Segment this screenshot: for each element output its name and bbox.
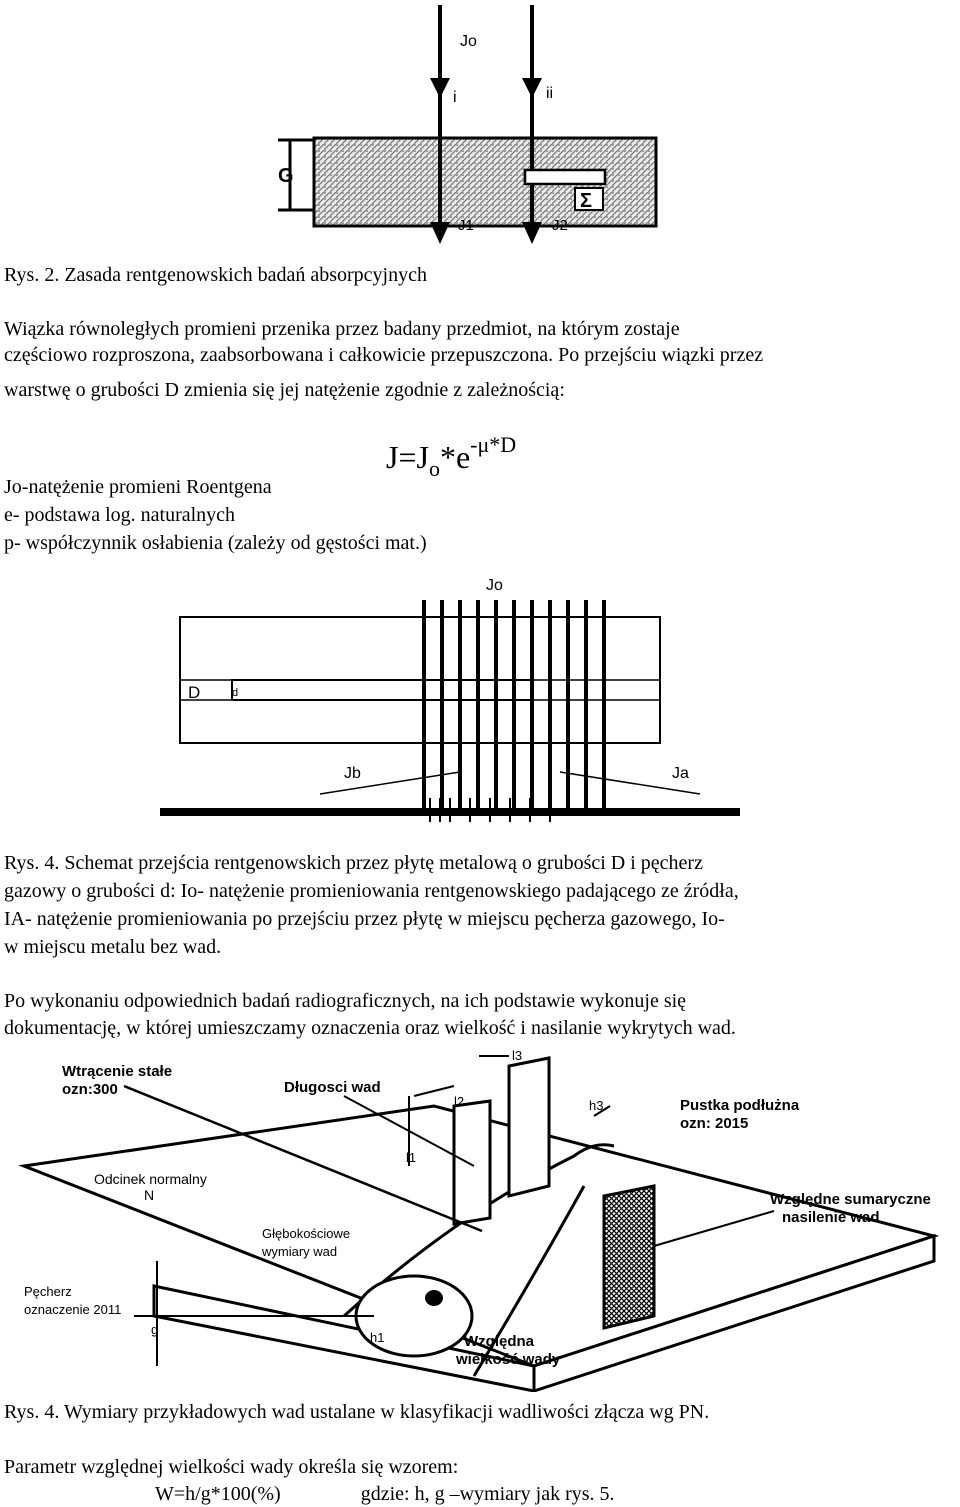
paragraph-1-line-3: warstwę o grubości D zmienia się jej natężenie zgodnie z zależnością: [4,379,565,401]
label-d-big: D [188,683,201,702]
label-dlugosci: Długosci wad [284,1079,381,1096]
void-cavity [525,170,605,184]
label-l2: l2 [454,1094,465,1109]
label-wtracenie-1: Wtrącenie stałe [62,1063,173,1080]
label-j2: J2 [552,217,568,234]
figure-absorption-principle [270,0,670,250]
caption-fig4a-line-3: IA- natężenie promieniowania po przejściu przez płytę w miejscu pęcherza gazowego, Io- [4,908,725,930]
legend-e: e- podstawa log. naturalnych [4,504,236,526]
label-wzgl-wlk-1: Względna [464,1333,534,1350]
label-pecherz-2: oznaczenie 2011 [24,1302,122,1317]
label-wtracenie-2: ozn:300 [62,1081,118,1098]
absorption-formula: $J=J_o*e^{-\mu*D}$ [386,432,517,481]
label-odcinek-1: Odcinek normalny [94,1171,207,1187]
caption-fig4b: Rys. 4. Wymiary przykładowych wad ustalane w klasyfikacji wadliwości złącza wg PN. [4,1401,710,1423]
defect-plane-l3 [509,1058,549,1196]
label-l1: l1 [406,1150,417,1165]
caption-fig4a-line-2: gazowy o grubości d: Io- natężenie promieniowania rentgenowskiego padającego ze źródła, [4,880,739,902]
label-i: i [453,89,457,106]
gas-bubble [232,680,532,700]
defect-plane-l2 [454,1101,490,1224]
label-sigma: Σ [580,190,593,212]
figure-plate-bubble [160,572,740,834]
label-pustka-2: ozn: 2015 [680,1115,749,1132]
sum-intensity-panel [604,1186,654,1328]
legend-mu: p- współczynnik osłabienia (zależy od gęstości mat.) [4,532,427,554]
figure-defect-dimensions [14,1046,960,1392]
label-wzgl-wlk-2: wielkość wady [456,1351,561,1368]
caption-fig4a-line-4: w miejscu metalu bez wad. [4,936,222,958]
label-pecherz-1: Pęcherz [24,1284,72,1299]
label-g: G [278,165,294,187]
legend-jo: Jo-natężenie promieni Roentgena [4,476,272,498]
label-ii: ii [546,85,554,102]
paragraph-1-line-1: Wiązka równoległych promieni przenika przez badany przedmiot, na którym zostaje [4,318,680,340]
label-glebok-1: Głębokościowe [262,1226,351,1241]
label-jb: Jb [344,765,361,782]
caption-fig4a-line-1: Rys. 4. Schemat przejścia rentgenowskich przez płytę metalową o grubości D i pęcherz [4,852,703,874]
label-wzgl-sum-2: nasilenie wad [782,1209,880,1226]
label-h1: h1 [370,1330,385,1345]
paragraph-1-line-2: częściowo rozproszona, zaabsorbowana i całkowicie przepuszczona. Po przejściu wiązki przez [4,344,764,366]
label-ja: Ja [672,765,689,782]
label-h3: h3 [589,1098,604,1113]
beam-ii-arrow-bottom [522,222,542,244]
caption-fig2: Rys. 2. Zasada rentgenowskich badań absorpcyjnych [4,264,427,286]
label-jo: Jo [460,33,477,50]
label-odcinek-2: N [144,1187,155,1203]
bubble-defect [425,1290,443,1306]
paragraph-3: Parametr względnej wielkości wady określa się wzorem: [4,1456,459,1478]
label-pustka-1: Pustka podłużna [680,1097,800,1114]
label-d-small: d [232,687,239,699]
label-g: g [151,1322,159,1337]
label-jo: Jo [486,577,503,594]
paragraph-2-line-2: dokumentację, w której umieszczamy oznaczenia oraz wielkość i nasilanie wykrytych wad. [4,1017,736,1039]
label-j1: J1 [458,217,474,234]
beam-i-arrow-top [430,78,450,98]
formula-relative-size: W=h/g*100(%) gdzie: h, g –wymiary jak rys. 5. [155,1483,615,1505]
label-wzgl-sum-1: Względne sumaryczne [770,1191,931,1208]
beam-ii-arrow-top [522,78,542,98]
paragraph-2-line-1: Po wykonaniu odpowiednich badań radiograficznych, na ich podstawie wykonuje się [4,990,687,1012]
label-l3: l3 [512,1048,523,1063]
beam-i-arrow-bottom [430,222,450,244]
label-glebok-2: wymiary wad [262,1244,338,1259]
